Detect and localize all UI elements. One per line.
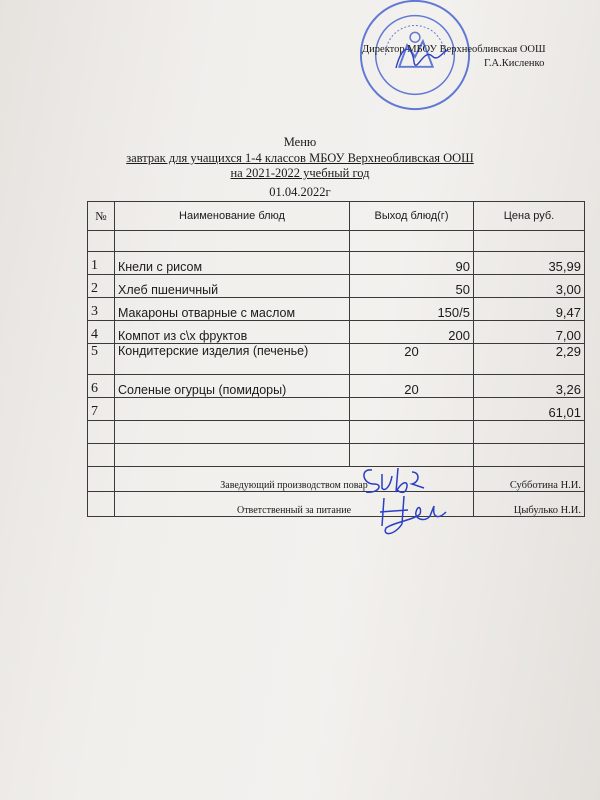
signature-role: Заведующий производством повар <box>115 467 474 492</box>
total-price: 61,01 <box>474 398 585 421</box>
dish-name: Макароны отварные с маслом <box>115 298 350 321</box>
table-row <box>88 275 585 298</box>
signature-row <box>88 492 585 517</box>
row-number: 6 <box>88 375 115 398</box>
header-dish-name: Наименование блюд <box>115 202 350 231</box>
round-stamp <box>356 0 474 114</box>
menu-table <box>87 201 585 517</box>
signature-row <box>88 467 585 492</box>
row-number: 7 <box>88 398 115 421</box>
dish-price: 3,00 <box>474 275 585 298</box>
table-row <box>88 375 585 398</box>
header-number: № <box>88 202 115 231</box>
dish-name: Кнели с рисом <box>115 252 350 275</box>
table-row <box>88 421 585 444</box>
dish-weight: 50 <box>350 275 474 298</box>
table-row <box>88 444 585 467</box>
dish-price: 3,26 <box>474 375 585 398</box>
menu-date: 01.04.2022г <box>269 185 331 199</box>
dish-weight: 200 <box>350 321 474 344</box>
dish-weight: 20 <box>350 375 474 398</box>
dish-price: 9,47 <box>474 298 585 321</box>
table-row <box>88 321 585 344</box>
dish-price: 35,99 <box>474 252 585 275</box>
header-price: Цена руб. <box>474 202 585 231</box>
header-weight: Выход блюд(г) <box>350 202 474 231</box>
table-row <box>88 231 585 252</box>
dish-weight: 20 <box>350 344 474 375</box>
row-number: 3 <box>88 298 115 321</box>
row-number: 1 <box>88 252 115 275</box>
dish-name: Соленые огурцы (помидоры) <box>115 375 350 398</box>
table-row <box>88 344 585 375</box>
row-number: 5 <box>88 344 115 375</box>
menu-title: Меню <box>283 135 317 149</box>
signature-name: Цыбулько Н.И. <box>474 492 585 517</box>
director-line: Директор МБОУ Верхнеобливская ООШ <box>362 44 546 55</box>
table-row <box>88 398 585 421</box>
table-row <box>88 298 585 321</box>
table-header-row <box>88 202 585 231</box>
dish-name: Кондитерские изделия (печенье) <box>115 344 350 375</box>
director-name: Г.А.Кисленко <box>484 58 545 69</box>
menu-subtitle: завтрак для учащихся 1-4 классов МБОУ Верхнеобливская ООШ <box>126 151 474 165</box>
dish-weight <box>350 398 474 421</box>
row-number: 4 <box>88 321 115 344</box>
table-row <box>88 252 585 275</box>
dish-weight: 150/5 <box>350 298 474 321</box>
school-year: на 2021-2022 учебный год <box>230 166 370 180</box>
signature-role: Ответственный за питание <box>115 492 474 517</box>
dish-name: Хлеб пшеничный <box>115 275 350 298</box>
dish-name <box>115 398 350 421</box>
dish-price: 2,29 <box>474 344 585 375</box>
signature-name: Субботина Н.И. <box>474 467 585 492</box>
dish-name: Компот из с\х фруктов <box>115 321 350 344</box>
dish-weight: 90 <box>350 252 474 275</box>
row-number: 2 <box>88 275 115 298</box>
dish-price: 7,00 <box>474 321 585 344</box>
